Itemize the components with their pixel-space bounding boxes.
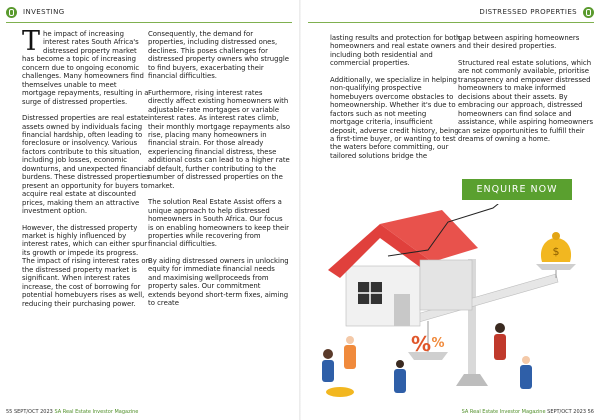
scale-base bbox=[456, 374, 488, 386]
paragraph: Additionally, we specialize in helping non-qualifying prospective homebuyers overcome obstacles to homeownership. Whether it's due to factors such as not meeting mortgage criteria, insufficient deposit, adverse credit history, being a first-time buyer, or wanting to test the waters before committing, our tailored solutions bridge the bbox=[330, 75, 459, 160]
page-number: 56 bbox=[587, 409, 594, 415]
section-badge-icon bbox=[6, 7, 17, 18]
paragraph: The solution Real Estate Assist offers a unique approach to help distressed homeowners in South Africa. Our focus is on enabling homeowners to keep their properties while recovering from financial difficulties. bbox=[148, 198, 289, 249]
page-gutter bbox=[299, 0, 301, 420]
person-body bbox=[322, 360, 334, 382]
paragraph: Distressed properties are real estate assets owned by individuals facing financial hardship, often leading to foreclosure or insolvency. Various factors contribute to this situation, including job losses, economic downturns, and unexpected financial burdens. These distressed properties present an opportunity for buyers to acquire real estate at discounted prices, making them an attractive investment option. bbox=[22, 114, 150, 216]
person-body bbox=[494, 334, 506, 360]
footer-right bbox=[462, 409, 594, 415]
article-column-2 bbox=[148, 30, 290, 308]
issue-date: SEPT/OCT 2023 bbox=[13, 409, 53, 415]
issue-date: SEPT/OCT 2023 bbox=[547, 409, 587, 415]
header-left bbox=[6, 5, 65, 19]
person-head bbox=[495, 323, 505, 333]
coin-pile bbox=[326, 387, 354, 397]
paragraph: gap between aspiring homeowners and their desired properties. bbox=[458, 34, 580, 51]
header-rule-right bbox=[308, 22, 594, 23]
person-head bbox=[522, 356, 530, 364]
section-label-right: DISTRESSED PROPERTIES bbox=[479, 8, 577, 16]
paragraph: However, the distressed property market is highly influenced by interest rates, which can either spur its growth or impede its progress. The impact of rising interest rates on the distressed property market is significant. When interest rates increase, the cost of borrowing for potential homebuyers rises as well, reducing their purchasing power. bbox=[22, 223, 150, 308]
person-head bbox=[323, 349, 333, 359]
person-body bbox=[520, 365, 532, 389]
distressed-home-illustration bbox=[318, 204, 590, 400]
drop-cap: T bbox=[22, 26, 41, 57]
enquire-now-button[interactable]: ENQUIRE NOW bbox=[462, 179, 572, 200]
person-head bbox=[346, 336, 354, 344]
percent-icon: % bbox=[410, 332, 432, 356]
paragraph: Structured real estate solutions, which are not commonly available, prioritise transparency and empower distressed homeowners to make informed decisions about their assets. By embracing our approach, distressed homeowners can find solace and assistance, while aspiring homeowners can seize opportunities to fulfill their dreams of owning a home. bbox=[458, 58, 594, 143]
page-number: 55 bbox=[6, 409, 13, 415]
header-rule-left bbox=[6, 22, 292, 23]
house-side-wall bbox=[420, 260, 472, 310]
right-pan bbox=[536, 264, 576, 270]
person-body bbox=[394, 369, 406, 393]
percent-icon: % bbox=[431, 336, 445, 351]
footer-left bbox=[6, 409, 138, 415]
article-column-4 bbox=[458, 34, 594, 143]
magazine-name: SA Real Estate Investor Magazine bbox=[461, 409, 546, 415]
dollar-icon: $ bbox=[552, 245, 560, 258]
section-label-left: INVESTING bbox=[23, 8, 65, 16]
money-bag-knot bbox=[552, 232, 560, 240]
article-column-1 bbox=[22, 26, 150, 308]
paragraph: By aiding distressed owners in unlocking equity for immediate financial needs and maximising wellproceeds from property sales. Our commitment extends beyond short-term fixes, aiming to create bbox=[148, 256, 289, 308]
header-right bbox=[479, 5, 594, 19]
person-body bbox=[344, 345, 356, 369]
paragraph: lasting results and protection for both homeowners and real estate owners including both residential and commercial properties. bbox=[330, 34, 461, 68]
paragraph: Furthermore, rising interest rates directly affect existing homeowners with adjustable-rate mortgages or variable interest rates. As interest rates climb, their monthly mortgage repayments also rise, placing many homeowners in financial strain. For those already experiencing financial distress, these additional costs can lead to a higher rate of default, further contributing to the number of distressed properties on the market. bbox=[148, 88, 290, 190]
house-door bbox=[394, 294, 410, 326]
section-badge-icon bbox=[583, 7, 594, 18]
article-column-3 bbox=[330, 34, 462, 160]
paragraph: Consequently, the demand for properties, including distressed ones, declines. This poses challenges for distressed property owners who struggle to find buyers, exacerbating their financial difficulties. bbox=[148, 30, 290, 81]
magazine-name: SA Real Estate Investor Magazine bbox=[54, 409, 139, 415]
paragraph: The impact of increasing interest rates South Africa's distressed property market has become a topic of increasing concern due to ongoing economic challenges. Many homeowners find themselves unable to meet mortgage repayments, resulting in a surge of distressed properties. bbox=[22, 26, 149, 106]
person-head bbox=[396, 360, 404, 368]
